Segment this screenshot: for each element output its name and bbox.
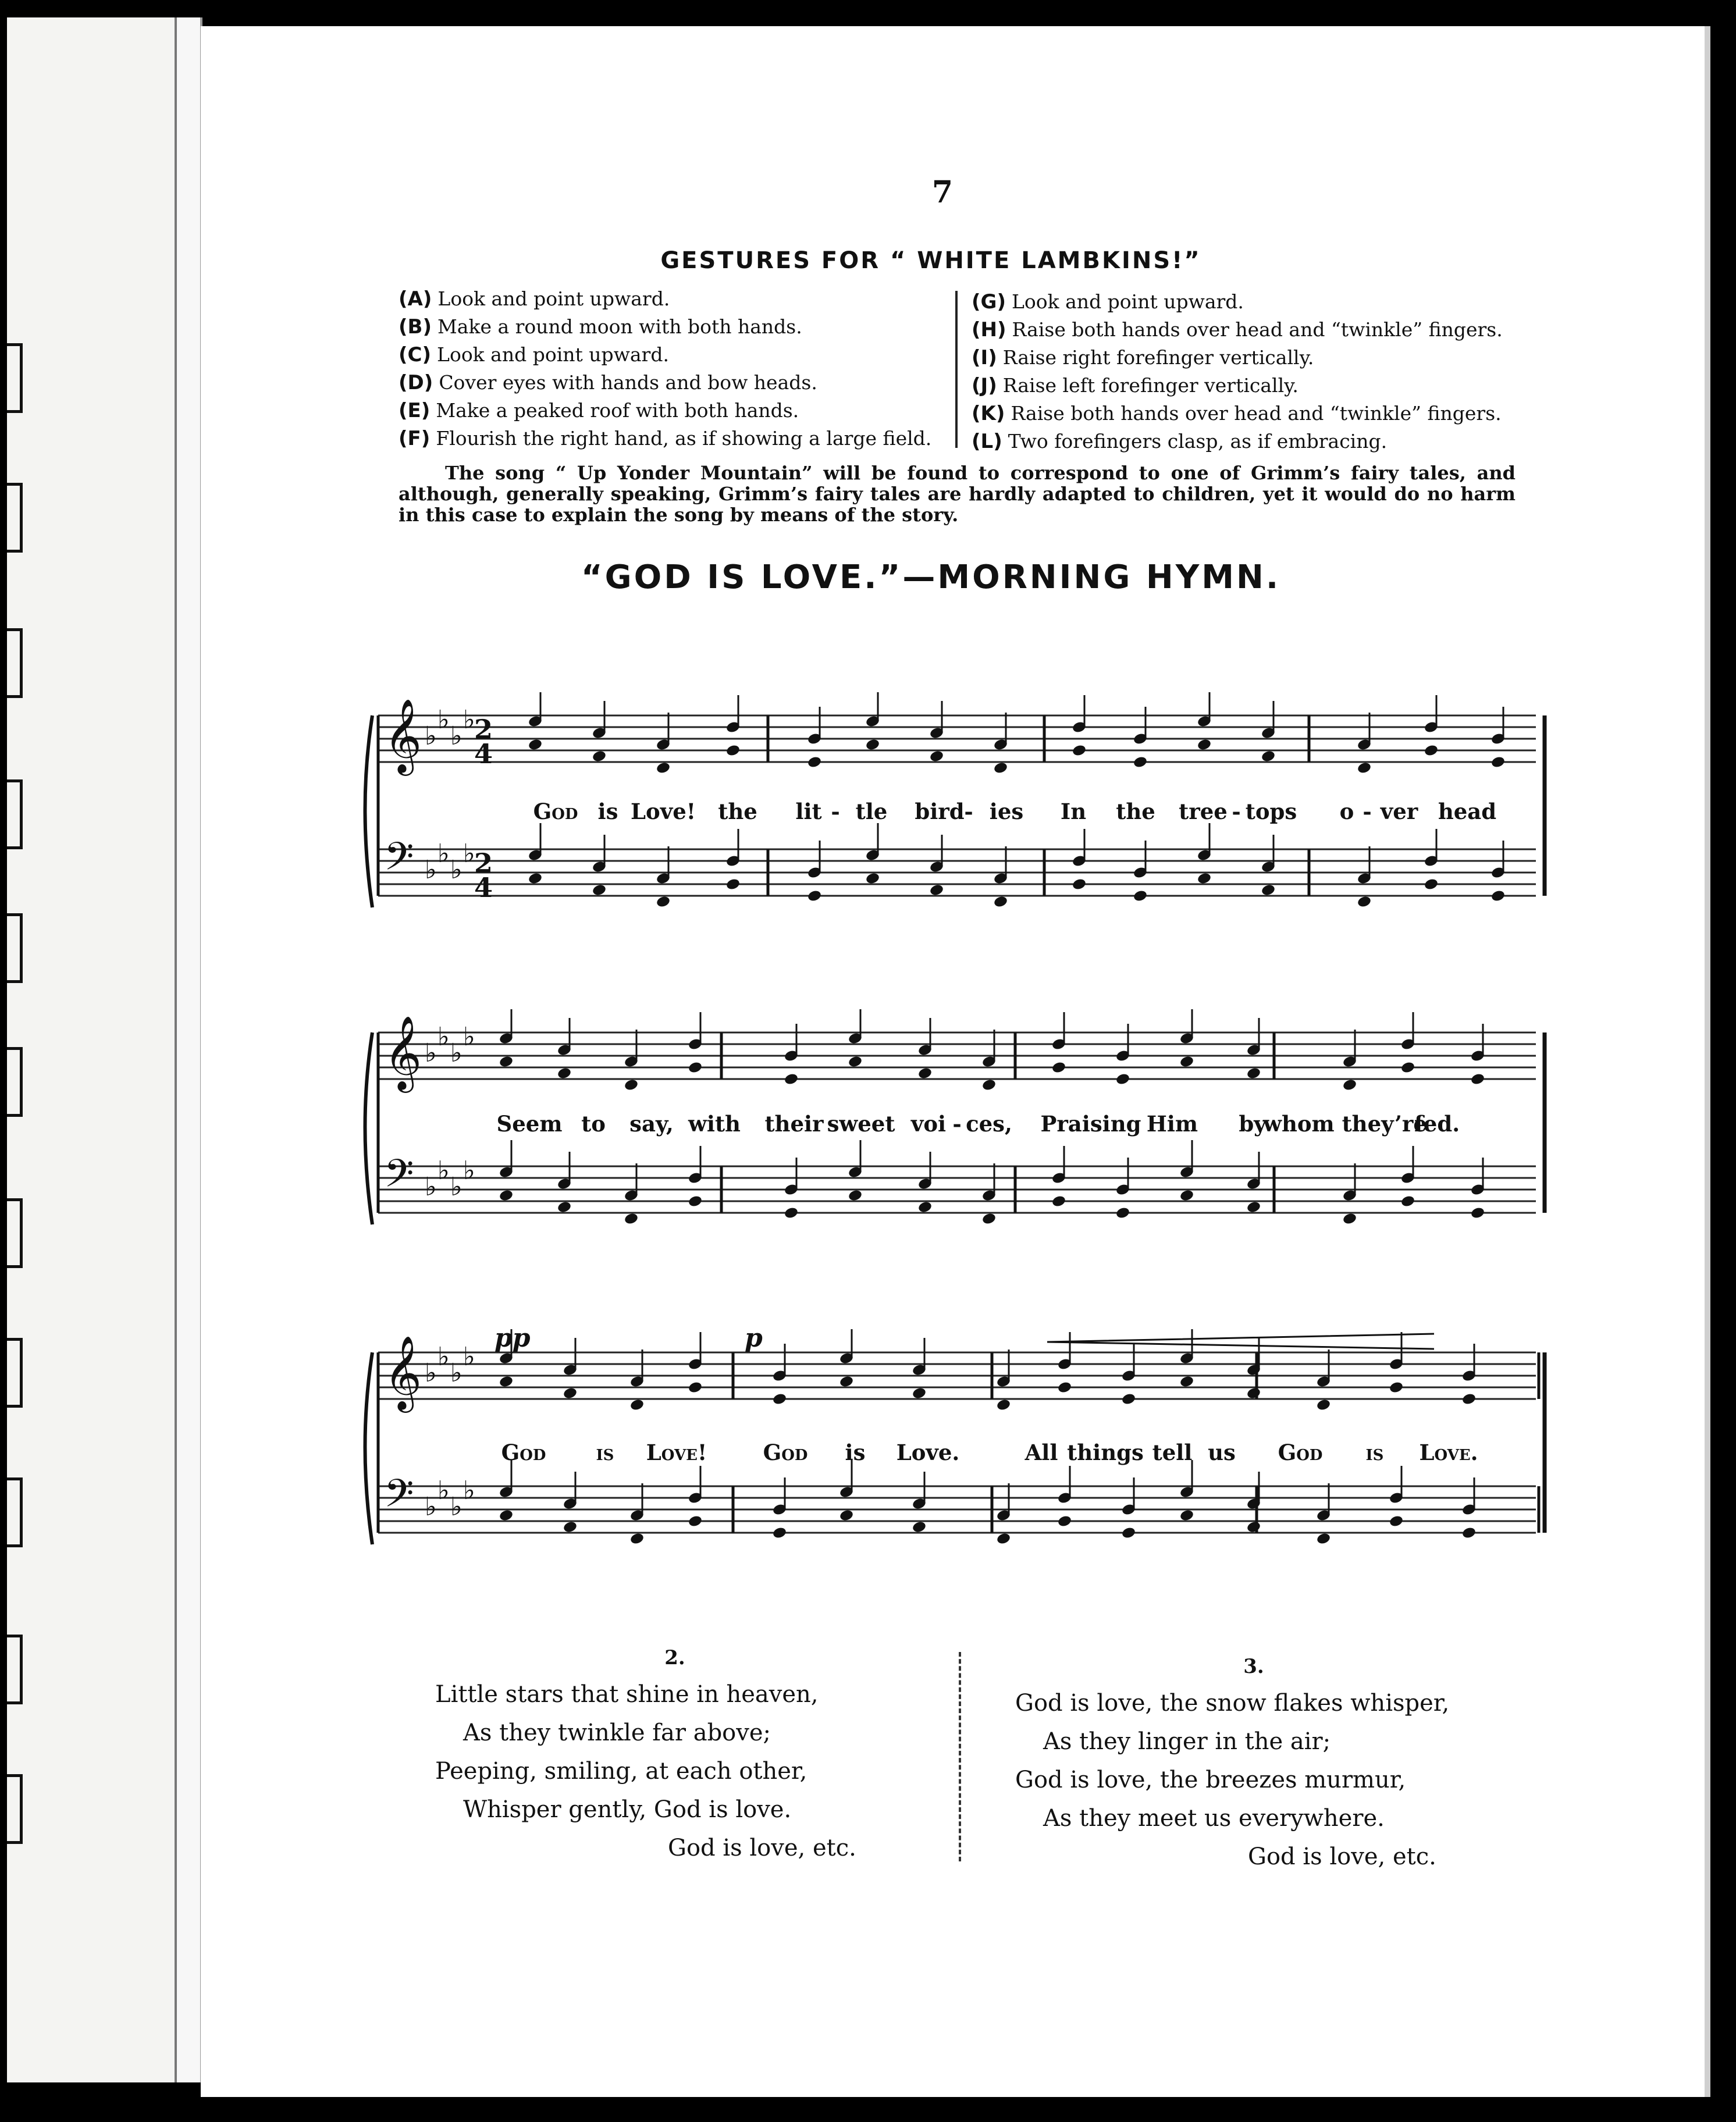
gesture-text: Look and point upward. — [437, 287, 670, 310]
flat-icon: ♭ — [425, 855, 437, 885]
gesture-text: Look and point upward. — [437, 343, 669, 366]
gesture-text: Raise both hands over head and “twinkle” fingers. — [1012, 318, 1503, 341]
lyric-syllable: - — [952, 1111, 962, 1137]
note-head — [929, 884, 944, 897]
verse-line: Little stars that shine in heaven, — [435, 1681, 819, 1708]
lyric-syllable: bird — [915, 799, 965, 824]
note-head — [1342, 1078, 1357, 1092]
dynamic-marking: pp — [495, 1329, 531, 1353]
note-head — [981, 1212, 997, 1226]
note-head — [1400, 1195, 1415, 1208]
gesture-letter: (K) — [972, 402, 1005, 425]
gesture-letter: (D) — [399, 371, 433, 394]
lyric-syllable: to — [581, 1111, 606, 1137]
note-head — [1400, 1061, 1415, 1074]
edge-staff-mark — [7, 913, 23, 983]
flat-icon: ♭ — [450, 1038, 463, 1068]
hymn-title: “GOD IS LOVE.”—MORNING HYMN. — [581, 558, 1281, 596]
verse-2 — [435, 1675, 901, 1867]
note-head — [499, 1055, 514, 1069]
note-head — [1357, 761, 1372, 775]
gesture-text: Two forefingers clasp, as if embracing. — [1008, 430, 1388, 453]
note-head — [807, 756, 822, 769]
flat-icon: ♭ — [463, 705, 475, 735]
lyric-syllable: the — [1116, 799, 1155, 824]
edge-staff-mark — [7, 1635, 23, 1704]
note-head — [1389, 1381, 1404, 1394]
system-brace — [365, 715, 373, 907]
treble-clef-icon: 𝄞 — [384, 698, 422, 772]
note-head — [1424, 744, 1439, 757]
note-head — [1115, 1206, 1130, 1220]
edge-staff-mark — [7, 779, 23, 849]
note-head — [1424, 878, 1439, 891]
note-head — [624, 1212, 639, 1226]
lyric-syllable: the — [718, 799, 757, 824]
left-facing-page — [7, 17, 192, 2082]
gesture-letter: (I) — [972, 346, 997, 369]
note-head — [624, 1078, 639, 1092]
verse-line: As they meet us everywhere. — [1043, 1805, 1385, 1832]
note-head — [1121, 1393, 1136, 1406]
gesture-letter: (B) — [399, 315, 432, 339]
lyric-syllable: is — [597, 799, 618, 824]
lyric-syllable: by — [1239, 1111, 1267, 1137]
note-head — [688, 1195, 703, 1208]
edge-staff-mark — [7, 628, 23, 698]
treble-clef-icon: 𝄞 — [384, 1335, 422, 1409]
note-head — [1246, 1387, 1261, 1400]
flat-icon: ♭ — [425, 1358, 437, 1388]
gesture-item — [399, 397, 980, 425]
note-head — [499, 1509, 514, 1522]
lyric-syllable: say, — [629, 1111, 674, 1137]
note-head — [563, 1521, 578, 1534]
note-head — [981, 1078, 997, 1092]
flat-icon: ♭ — [450, 1358, 463, 1388]
edge-staff-mark — [7, 343, 23, 413]
lyric-syllable: head — [1438, 799, 1497, 824]
note-head — [563, 1387, 578, 1400]
note-head — [1261, 884, 1276, 897]
note-head — [557, 1067, 572, 1080]
lyric-syllable: - — [831, 799, 840, 824]
note-head — [1133, 889, 1148, 903]
note-head — [1057, 1515, 1072, 1528]
note-head — [725, 744, 741, 757]
system-brace — [365, 1032, 373, 1224]
note-head — [1470, 1206, 1485, 1220]
note-head — [1121, 1526, 1136, 1540]
flat-icon: ♭ — [437, 1156, 450, 1185]
gesture-text: Flourish the right hand, as if showing a large field. — [436, 427, 932, 450]
note-head — [1261, 750, 1276, 763]
lyric-syllable: - — [1232, 799, 1241, 824]
edge-staff-mark — [7, 1198, 23, 1268]
note-head — [1490, 756, 1506, 769]
flat-icon: ♭ — [463, 1476, 475, 1505]
lyric-syllable: Love! — [646, 1440, 707, 1465]
time-signature: 4 — [474, 738, 493, 770]
lyric-syllable: Love. — [896, 1440, 960, 1465]
note-head — [1246, 1201, 1261, 1214]
flat-icon: ♭ — [437, 1022, 450, 1052]
note-head — [1179, 1509, 1194, 1522]
lyric-syllable: ces, — [966, 1111, 1012, 1137]
lyric-syllable: their — [764, 1111, 824, 1137]
edge-staff-mark — [7, 1477, 23, 1547]
flat-icon: ♭ — [463, 1022, 475, 1052]
system-brace — [365, 1352, 373, 1544]
lyric-syllable: - — [1363, 799, 1372, 824]
note-head — [688, 1061, 703, 1074]
gesture-letter: (E) — [399, 399, 431, 422]
time-signature: 2 — [474, 848, 493, 879]
lyric-syllable: with — [688, 1111, 741, 1137]
lyric-syllable: Love. — [1419, 1440, 1478, 1465]
note-head — [807, 889, 822, 903]
verse-number: 3. — [1243, 1655, 1264, 1678]
flat-icon: ♭ — [450, 855, 463, 885]
note-head — [1057, 1381, 1072, 1394]
gesture-item — [972, 316, 1553, 344]
lyric-syllable: God — [763, 1440, 808, 1465]
lyric-syllable: o — [1339, 799, 1354, 824]
gesture-letter: (L) — [972, 430, 1002, 453]
edge-staff-mark — [7, 483, 23, 553]
song-note-paragraph: The song “ Up Yonder Mountain” will be found to correspond to one of Grimm’s fairy tales, and although, generally speaking, Grimm’s fairy tales are hardly adapted to children, yet it would do no harm in this case to explain the song by means of the story. — [399, 462, 1516, 526]
note-head — [656, 761, 671, 775]
flat-icon: ♭ — [450, 1492, 463, 1522]
lyric-syllable: God — [501, 1440, 546, 1465]
flat-icon: ♭ — [463, 839, 475, 868]
gesture-item — [399, 313, 980, 341]
verse-line: God is love, etc. — [1248, 1843, 1436, 1870]
flat-icon: ♭ — [425, 721, 437, 751]
note-head — [865, 738, 880, 752]
gesture-text: Make a round moon with both hands. — [437, 315, 802, 338]
note-head — [1357, 895, 1372, 909]
flat-icon: ♭ — [425, 1172, 437, 1202]
note-head — [725, 878, 741, 891]
note-head — [656, 895, 671, 909]
note-head — [1179, 1189, 1194, 1202]
lyric-syllable: is — [845, 1440, 866, 1465]
note-head — [865, 872, 880, 885]
verse-line: Whisper gently, God is love. — [463, 1796, 792, 1823]
verse-line: God is love, etc. — [668, 1835, 856, 1861]
flat-icon: ♭ — [437, 705, 450, 735]
edge-staff-mark — [7, 1338, 23, 1408]
page-gutter — [175, 17, 202, 2082]
note-head — [592, 750, 607, 763]
note-head — [1461, 1393, 1477, 1406]
gesture-item — [972, 372, 1553, 400]
lyric-syllable: us — [1208, 1440, 1236, 1465]
note-head — [1072, 744, 1087, 757]
page-number: 7 — [931, 175, 954, 210]
note-head — [912, 1387, 927, 1400]
gesture-text: Make a peaked roof with both hands. — [436, 399, 799, 422]
lyric-syllable: In — [1060, 799, 1087, 824]
lyric-syllable: tell — [1152, 1440, 1193, 1465]
gesture-item — [399, 285, 980, 313]
note-head — [993, 895, 1008, 909]
dynamic-marking: p — [745, 1329, 763, 1353]
lyric-syllable: tle — [855, 799, 888, 824]
note-head — [772, 1526, 787, 1540]
verse-3 — [1015, 1684, 1510, 1876]
flat-icon: ♭ — [425, 1492, 437, 1522]
note-head — [1051, 1195, 1066, 1208]
verse-line: As they linger in the air; — [1043, 1728, 1331, 1755]
note-head — [912, 1521, 927, 1534]
note-head — [688, 1381, 703, 1394]
note-head — [1461, 1526, 1477, 1540]
note-head — [1316, 1532, 1331, 1546]
lyric-syllable: voi — [910, 1111, 947, 1137]
flat-icon: ♭ — [450, 1172, 463, 1202]
note-head — [499, 1189, 514, 1202]
gesture-item — [399, 341, 980, 369]
lyric-syllable: ies — [989, 799, 1024, 824]
bass-clef-icon: 𝄢 — [384, 1151, 414, 1205]
note-head — [1490, 889, 1506, 903]
gestures-heading: GESTURES FOR “ WHITE LAMBKINS!” — [660, 247, 1201, 274]
lyric-syllable: fed. — [1414, 1111, 1460, 1137]
lyric-syllable: Seem — [496, 1111, 563, 1137]
gesture-letter: (A) — [399, 287, 432, 311]
note-head — [917, 1201, 933, 1214]
verse-divider — [959, 1652, 961, 1861]
note-head — [839, 1375, 854, 1388]
note-head — [848, 1189, 863, 1202]
note-head — [1197, 738, 1212, 752]
crescendo-hairpin — [1047, 1334, 1434, 1349]
verse-number: 2. — [664, 1646, 685, 1669]
flat-icon: ♭ — [450, 721, 463, 751]
lyric-syllable: - — [964, 799, 973, 824]
lyric-syllable: is — [1365, 1440, 1384, 1465]
flat-icon: ♭ — [463, 1156, 475, 1185]
lyric-syllable: God — [1278, 1440, 1323, 1465]
note-head — [839, 1509, 854, 1522]
note-head — [848, 1055, 863, 1069]
time-signature: 2 — [474, 714, 493, 745]
note-head — [772, 1393, 787, 1406]
note-head — [1342, 1212, 1357, 1226]
note-head — [528, 738, 543, 752]
edge-staff-mark — [7, 1047, 23, 1117]
verse-line: As they twinkle far above; — [463, 1719, 771, 1746]
verse-line: God is love, the breezes murmur, — [1015, 1767, 1406, 1793]
gesture-text: Raise both hands over head and “twinkle” fingers. — [1011, 402, 1502, 425]
note-head — [993, 761, 1008, 775]
lyric-syllable: All — [1024, 1440, 1058, 1465]
lyric-syllable: ver — [1380, 799, 1418, 824]
note-head — [1197, 872, 1212, 885]
gesture-letter: (H) — [972, 318, 1006, 341]
verse-line: God is love, the snow flakes whisper, — [1015, 1690, 1450, 1717]
flat-icon: ♭ — [437, 1476, 450, 1505]
flat-icon: ♭ — [437, 1342, 450, 1372]
time-signature: 4 — [474, 872, 493, 903]
gesture-item — [972, 344, 1553, 372]
gesture-item — [972, 400, 1553, 428]
note-head — [1179, 1055, 1194, 1069]
note-head — [1051, 1061, 1066, 1074]
bass-clef-icon: 𝄢 — [384, 1471, 414, 1525]
note-head — [917, 1067, 933, 1080]
gesture-text: Raise right forefinger vertically. — [1002, 346, 1314, 369]
note-head — [784, 1073, 799, 1086]
gesture-item — [399, 425, 980, 453]
gesture-letter: (J) — [972, 374, 997, 397]
gesture-letter: (C) — [399, 343, 432, 366]
column-divider — [955, 291, 958, 448]
note-head — [1072, 878, 1087, 891]
note-head — [1316, 1398, 1331, 1412]
note-head — [784, 1206, 799, 1220]
note-head — [1246, 1521, 1261, 1534]
lyric-syllable: is — [596, 1440, 614, 1465]
note-head — [688, 1515, 703, 1528]
flat-icon: ♭ — [463, 1342, 475, 1372]
verse-line: Peeping, smiling, at each other, — [435, 1758, 807, 1785]
edge-staff-mark — [7, 1774, 23, 1844]
lyric-syllable: sweet — [827, 1111, 895, 1137]
gesture-letter: (G) — [972, 290, 1006, 314]
gesture-item — [399, 369, 980, 397]
note-head — [629, 1398, 645, 1412]
gesture-item — [972, 288, 1553, 316]
bass-clef-icon: 𝄢 — [384, 834, 414, 888]
lyric-syllable: things — [1067, 1440, 1144, 1465]
gestures-list-right — [972, 288, 1553, 455]
note-head — [1246, 1067, 1261, 1080]
note-head — [592, 884, 607, 897]
lyric-syllable: whom they’re — [1263, 1111, 1427, 1137]
lyric-syllable: lit — [795, 799, 822, 824]
gesture-item — [972, 428, 1553, 455]
lyric-syllable: Him — [1146, 1111, 1198, 1137]
lyric-syllable: tree — [1179, 799, 1228, 824]
lyric-syllable: Praising — [1040, 1111, 1141, 1137]
gesture-text: Raise left forefinger vertically. — [1002, 374, 1299, 397]
note-head — [1179, 1375, 1194, 1388]
note-head — [1115, 1073, 1130, 1086]
flat-icon: ♭ — [437, 839, 450, 868]
gestures-list-left — [399, 285, 980, 453]
note-head — [557, 1201, 572, 1214]
note-head — [499, 1375, 514, 1388]
note-head — [1133, 756, 1148, 769]
flat-icon: ♭ — [425, 1038, 437, 1068]
lyric-syllable: tops — [1245, 799, 1297, 824]
note-head — [528, 872, 543, 885]
lyric-syllable: Love! — [631, 799, 696, 824]
note-head — [1389, 1515, 1404, 1528]
note-head — [996, 1532, 1011, 1546]
note-head — [629, 1532, 645, 1546]
lyric-syllable: God — [533, 799, 578, 824]
treble-clef-icon: 𝄞 — [384, 1015, 422, 1090]
note-head — [929, 750, 944, 763]
gesture-text: Cover eyes with hands and bow heads. — [439, 371, 817, 394]
gesture-letter: (F) — [399, 427, 431, 450]
gesture-text: Look and point upward. — [1012, 290, 1244, 313]
note-head — [996, 1398, 1011, 1412]
note-head — [1470, 1073, 1485, 1086]
